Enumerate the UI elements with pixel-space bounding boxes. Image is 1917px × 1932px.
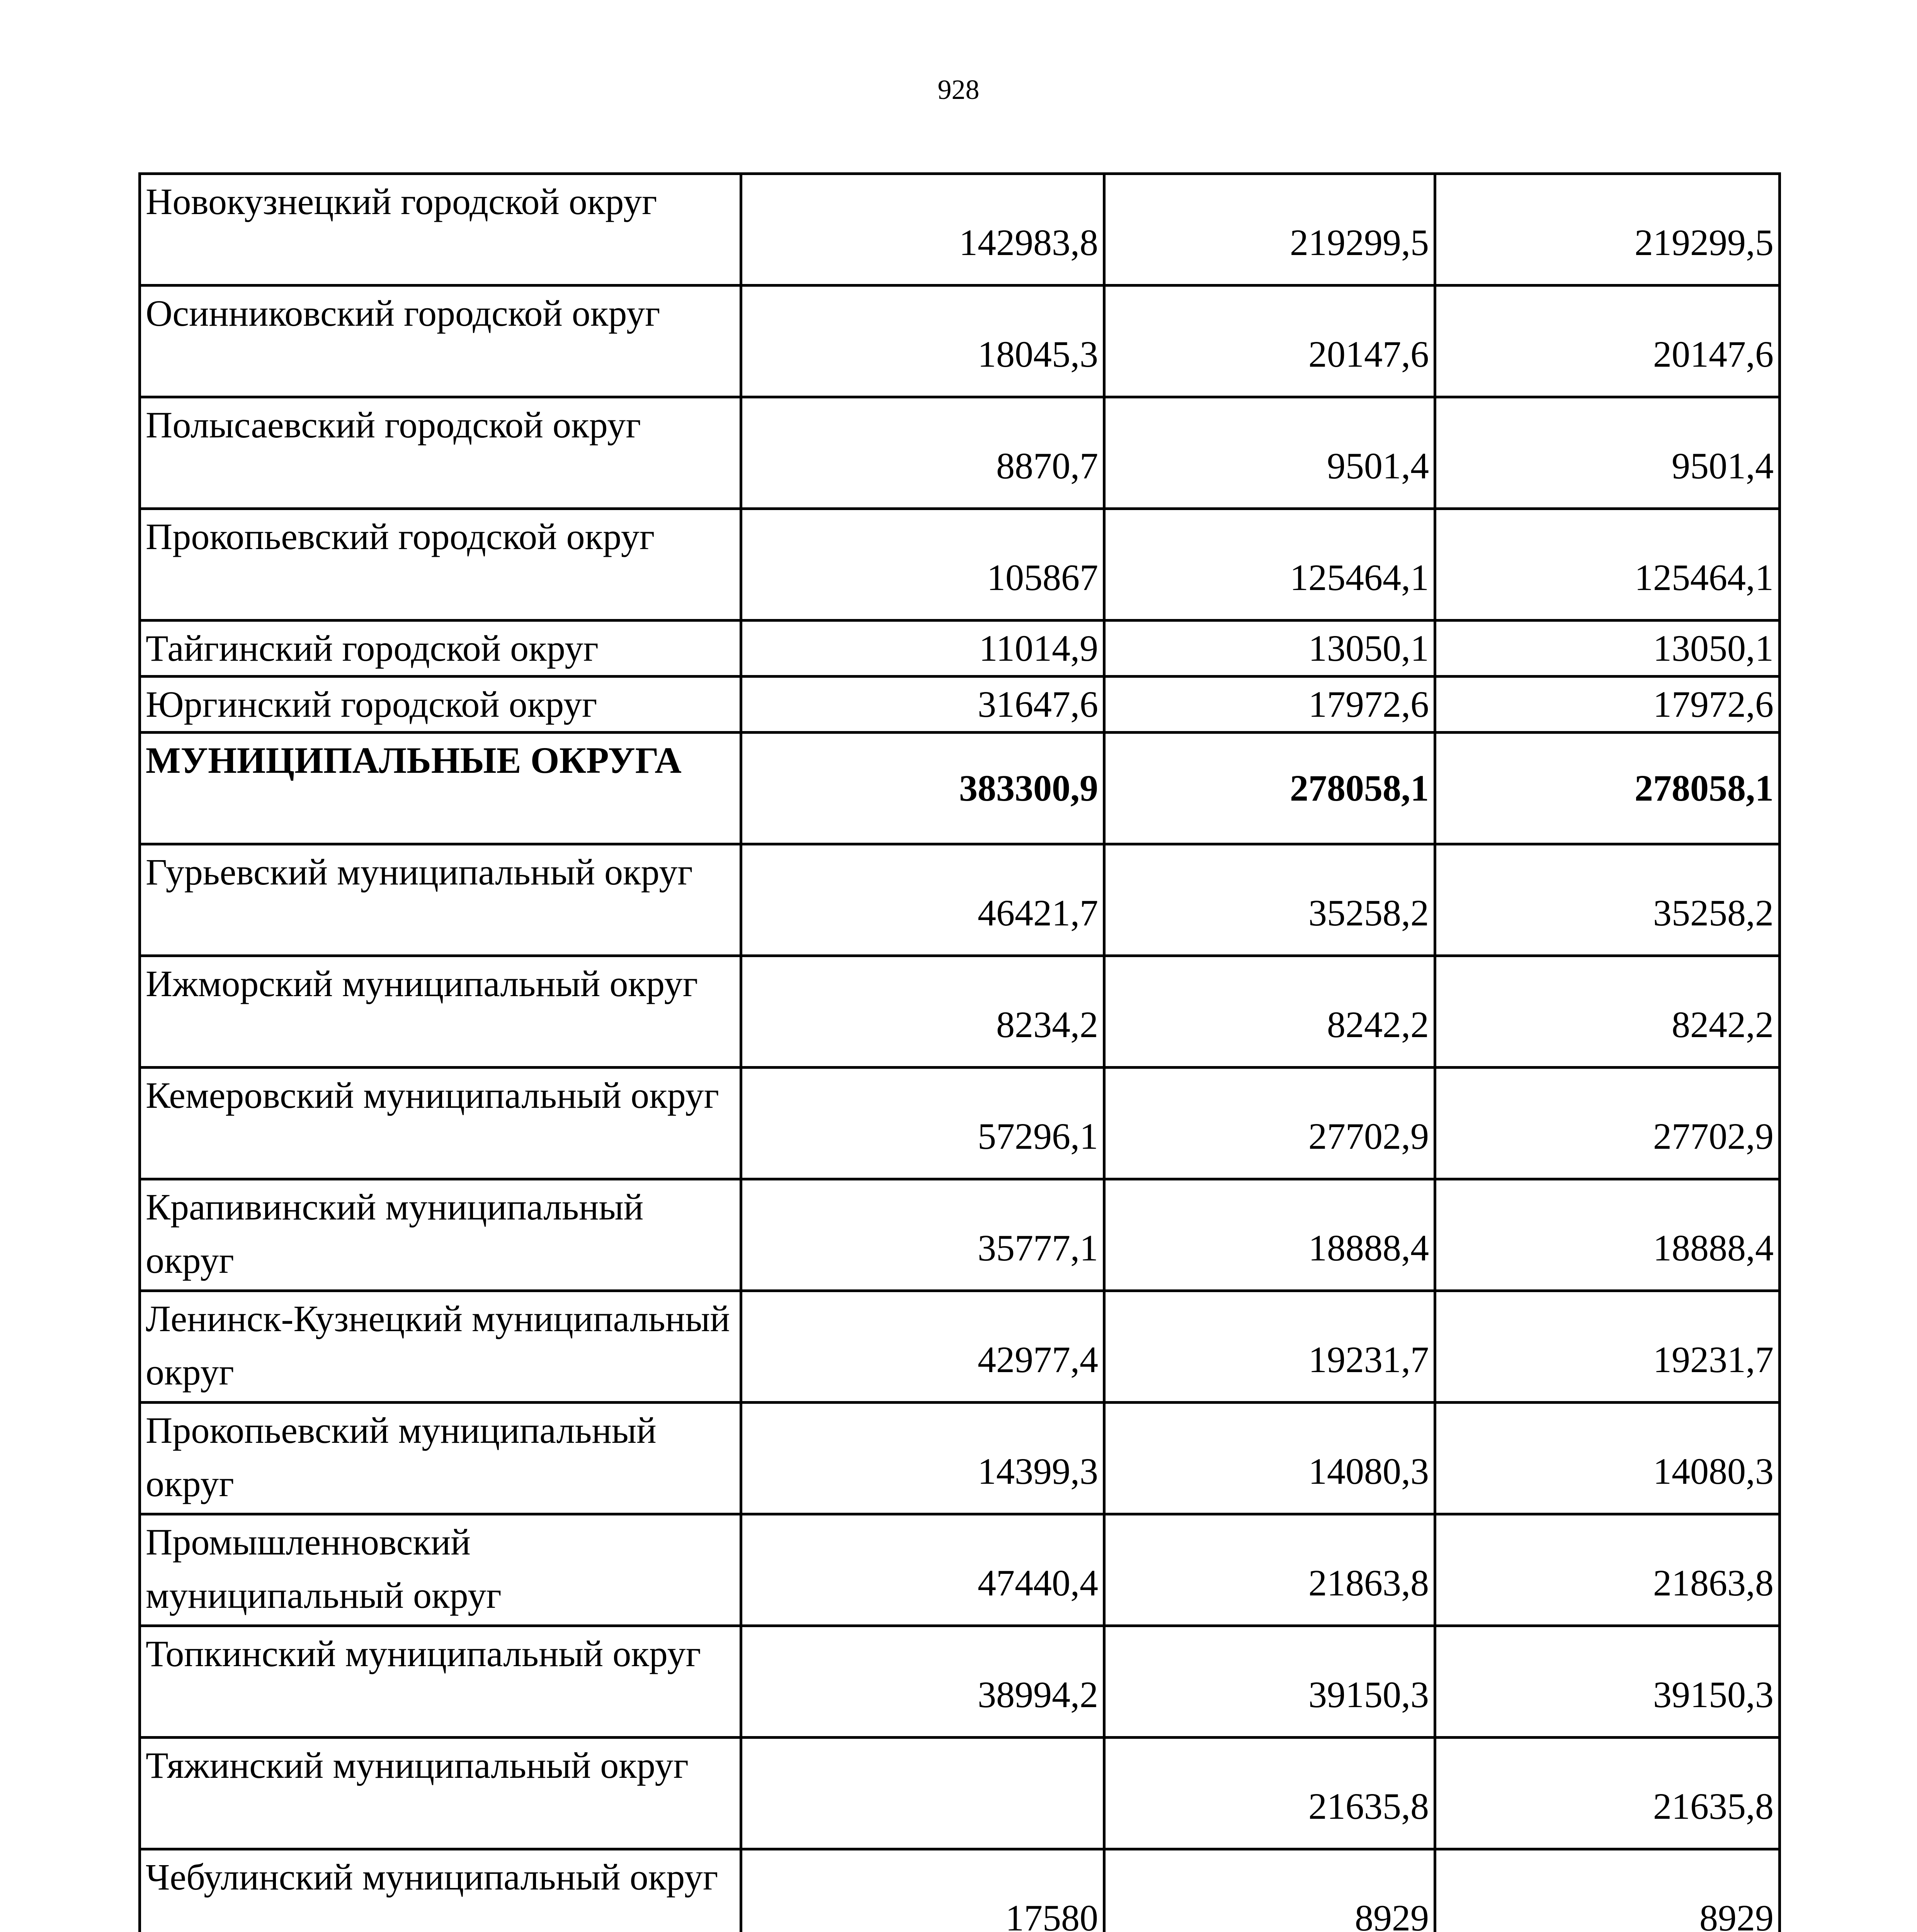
table-row	[140, 286, 1780, 397]
row-value-1: 11014,9	[741, 621, 1104, 677]
row-value-1: 31647,6	[741, 677, 1104, 733]
row-name: Прокопьевский городской округ	[140, 509, 741, 621]
row-value-1: 57296,1	[741, 1068, 1104, 1179]
table-row	[140, 1514, 1780, 1626]
table-row	[140, 174, 1780, 286]
row-name: Ижморский муниципальный округ	[140, 956, 741, 1068]
row-value-1: 8234,2	[741, 956, 1104, 1068]
page-number: 928	[937, 74, 980, 105]
row-value-2: 13050,1	[1104, 621, 1435, 677]
row-value-3: 125464,1	[1435, 509, 1780, 621]
table-row	[140, 844, 1780, 956]
row-value-1: 42977,4	[741, 1291, 1104, 1403]
row-name: Прокопьевский муниципальный округ	[140, 1403, 741, 1514]
row-name: Кемеровский муниципальный округ	[140, 1068, 741, 1179]
row-value-3: 14080,3	[1435, 1403, 1780, 1514]
section-title: МУНИЦИПАЛЬНЫЕ ОКРУГА	[140, 733, 741, 844]
section-total-row	[140, 733, 1780, 844]
row-value-3: 219299,5	[1435, 174, 1780, 286]
table-row	[140, 509, 1780, 621]
row-value-1	[741, 1738, 1104, 1849]
row-value-1: 383300,9	[741, 733, 1104, 844]
row-value-3: 278058,1	[1435, 733, 1780, 844]
row-value-3: 13050,1	[1435, 621, 1780, 677]
row-name: Тяжинский муниципальный округ	[140, 1738, 741, 1849]
row-value-3: 18888,4	[1435, 1179, 1780, 1291]
row-value-2: 27702,9	[1104, 1068, 1435, 1179]
row-value-1: 35777,1	[741, 1179, 1104, 1291]
row-value-1: 38994,2	[741, 1626, 1104, 1738]
row-value-1: 8870,7	[741, 397, 1104, 509]
row-name: Топкинский муниципальный округ	[140, 1626, 741, 1738]
row-value-3: 21863,8	[1435, 1514, 1780, 1626]
row-value-3: 19231,7	[1435, 1291, 1780, 1403]
row-value-2: 278058,1	[1104, 733, 1435, 844]
row-name: Крапивинский муниципальный округ	[140, 1179, 741, 1291]
table-row	[140, 1068, 1780, 1179]
row-name: Промышленновский муниципальный округ	[140, 1514, 741, 1626]
row-value-3: 8929	[1435, 1849, 1780, 1932]
row-value-2: 21863,8	[1104, 1514, 1435, 1626]
row-name: Гурьевский муниципальный округ	[140, 844, 741, 956]
row-value-3: 35258,2	[1435, 844, 1780, 956]
row-value-1: 46421,7	[741, 844, 1104, 956]
row-value-3: 20147,6	[1435, 286, 1780, 397]
table-row	[140, 1738, 1780, 1849]
row-name: Новокузнецкий городской округ	[140, 174, 741, 286]
budget-table	[138, 172, 1781, 1932]
table-row	[140, 1849, 1780, 1932]
row-value-2: 39150,3	[1104, 1626, 1435, 1738]
row-name: Ленинск-Кузнецкий муниципальный округ	[140, 1291, 741, 1403]
row-value-2: 8242,2	[1104, 956, 1435, 1068]
row-value-1: 105867	[741, 509, 1104, 621]
row-name: Осинниковский городской округ	[140, 286, 741, 397]
table-row	[140, 1179, 1780, 1291]
table-row	[140, 621, 1780, 677]
table-row	[140, 956, 1780, 1068]
row-value-2: 35258,2	[1104, 844, 1435, 956]
row-value-2: 21635,8	[1104, 1738, 1435, 1849]
table-row	[140, 1291, 1780, 1403]
row-value-2: 18888,4	[1104, 1179, 1435, 1291]
row-value-2: 19231,7	[1104, 1291, 1435, 1403]
table-row	[140, 677, 1780, 733]
table-row	[140, 397, 1780, 509]
row-value-3: 21635,8	[1435, 1738, 1780, 1849]
row-value-3: 39150,3	[1435, 1626, 1780, 1738]
row-value-1: 142983,8	[741, 174, 1104, 286]
row-value-1: 14399,3	[741, 1403, 1104, 1514]
row-value-2: 125464,1	[1104, 509, 1435, 621]
row-value-2: 14080,3	[1104, 1403, 1435, 1514]
table-row	[140, 1403, 1780, 1514]
row-value-1: 18045,3	[741, 286, 1104, 397]
table-row	[140, 1626, 1780, 1738]
row-value-2: 219299,5	[1104, 174, 1435, 286]
row-value-1: 47440,4	[741, 1514, 1104, 1626]
row-value-3: 17972,6	[1435, 677, 1780, 733]
row-value-2: 20147,6	[1104, 286, 1435, 397]
row-value-3: 9501,4	[1435, 397, 1780, 509]
row-value-2: 9501,4	[1104, 397, 1435, 509]
row-value-3: 8242,2	[1435, 956, 1780, 1068]
row-value-3: 27702,9	[1435, 1068, 1780, 1179]
row-name: Юргинский городской округ	[140, 677, 741, 733]
row-value-2: 8929	[1104, 1849, 1435, 1932]
row-name: Полысаевский городской округ	[140, 397, 741, 509]
row-value-2: 17972,6	[1104, 677, 1435, 733]
row-name: Тайгинский городской округ	[140, 621, 741, 677]
row-value-1: 17580	[741, 1849, 1104, 1932]
row-name: Чебулинский муниципальный округ	[140, 1849, 741, 1932]
